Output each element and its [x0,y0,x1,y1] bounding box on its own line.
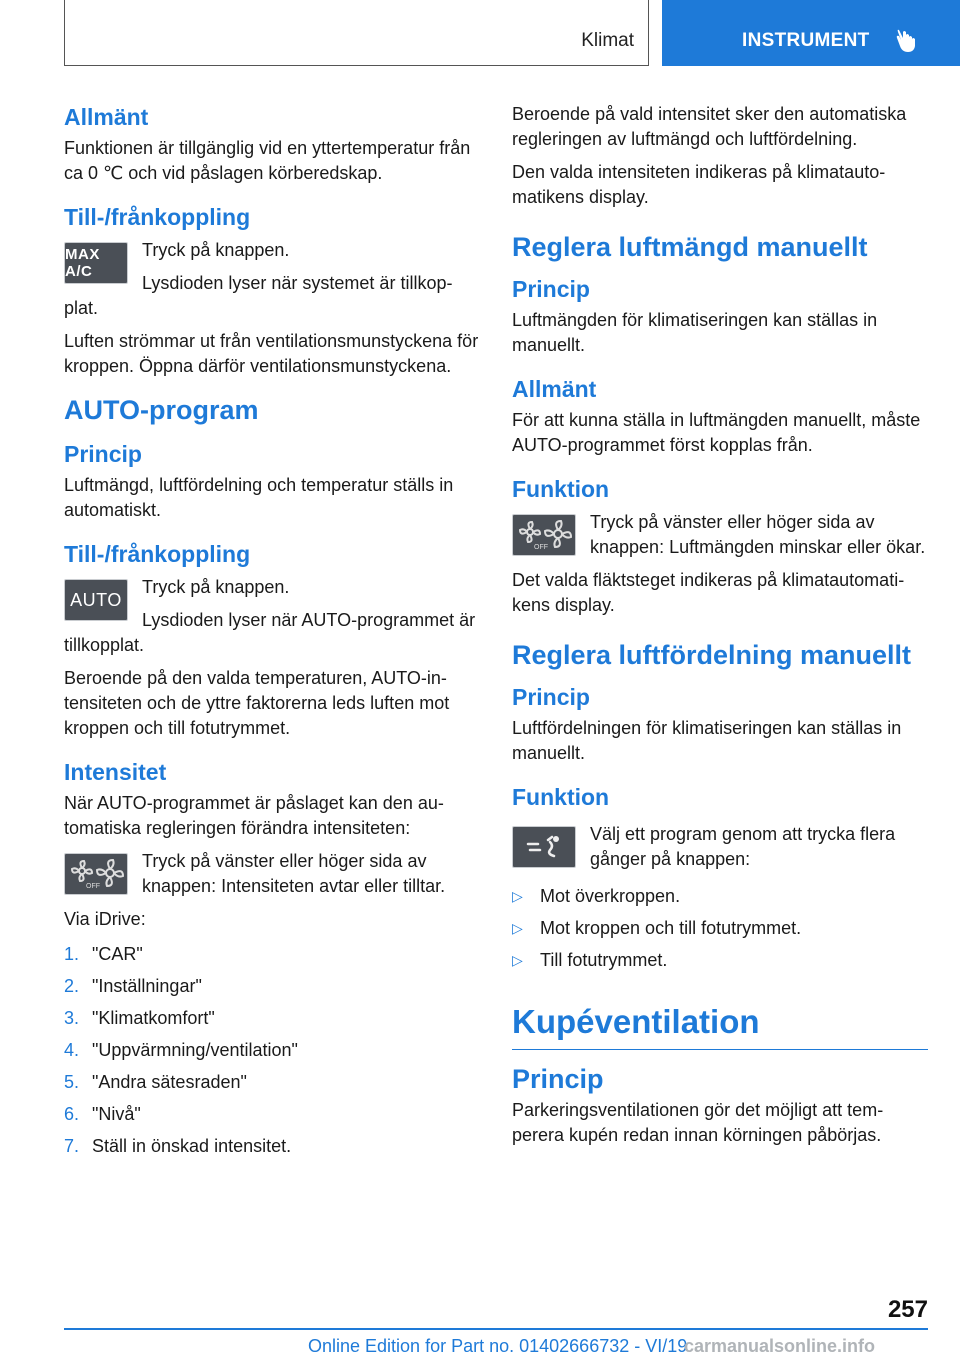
paragraph-tryck: Tryck på knappen. [142,240,290,260]
triangle-bullet-icon: ▷ [512,888,523,904]
idrive-steps [64,942,480,1159]
paragraph-lysdiod: Lysdioden lyser när systemet är tillkopplat. [64,273,453,318]
heading-auto-program: AUTO-program [64,395,259,425]
paragraph-luften: Luften strömmar ut från ventilationsmunstyckena för kroppen. Öppna därför ventilationsmunstyckena. [64,331,479,376]
triangle-bullet-icon: ▷ [512,952,523,968]
paragraph-allmant-2: För att kunna ställa in luftmängden manuellt, måste AUTO-programmet först kopplas från. [512,410,921,455]
paragraph-tryck-4: Tryck på vänster eller höger sida av knappen: Luftmängden minskar eller ökar. [590,512,926,557]
list-item: 7. Ställ in önskad intensitet. [64,1136,292,1156]
auto-button-icon: AUTO [64,579,128,621]
chapter-title: Klimat [581,30,634,51]
heading-luftmangd-manuellt: Reglera luftmängd manuellt [512,232,868,262]
pointing-hand-icon [894,26,920,54]
fan-button-icon [64,853,128,895]
list-item: ▷ Mot överkroppen. [512,884,928,909]
list-item: 1. "CAR" [64,944,143,964]
auto-instruction [64,575,480,658]
paragraph-tryck-3: Tryck på vänster eller höger sida av knappen: Intensiteten avtar eller tilltar. [142,851,446,896]
paragraph-beroende-vald: Beroende på vald intensitet sker den automatiska regleringen av luftmängd och luftfördelning. [512,104,907,149]
section-title: INSTRUMENT [742,30,870,51]
heading-funktion: Funktion [512,476,610,502]
paragraph-lysdiod-2: Lysdioden lyser när AUTO-programmet är tillkopplat. [64,610,476,655]
heading-luftfordelning-manuellt: Reglera luftfördelning manuellt [512,640,912,670]
left-column [64,102,480,1159]
paragraph-princip-3: Luftfördelningen för klimatiseringen kan ställas in manuellt. [512,718,902,763]
section-tab [662,0,960,66]
chapter-tab [64,0,649,66]
paragraph-via-idrive: Via iDrive: [64,909,146,929]
paragraph-princip: Luftmängd, luftfördelning och temperatur ställs in automatiskt. [64,475,454,520]
footer-divider [64,1328,928,1330]
list-item: ▷ Mot kroppen och till fotutrymmet. [512,916,928,941]
page-number: 257 [887,1296,928,1323]
paragraph-intensitet: När AUTO-programmet är påslaget kan den automatiska regleringen förändra intensiteten: [64,793,444,838]
fan-icon [68,857,124,891]
paragraph-princip-4: Parkeringsventilationen gör det möjligt att temperera kupén redan innan körningen påbörjas. [512,1100,884,1145]
heading-intensitet: Intensitet [64,759,167,785]
paragraph-tryck-2: Tryck på knappen. [142,577,290,597]
fan-instruction [64,849,480,899]
heading-princip-4: Princip [512,1064,604,1094]
heading-allmant-2: Allmänt [512,376,597,402]
list-item: 5. "Andra sätesraden" [64,1072,247,1092]
heading-funktion-2: Funktion [512,784,610,810]
airflow-options [512,884,928,973]
maxac-instruction [64,238,480,321]
list-item: 2. "Inställningar" [64,976,202,996]
airflow-instruction [512,822,928,872]
svg-text:OFF: OFF [86,883,100,890]
fan-icon [516,518,572,552]
right-column [512,102,928,1148]
list-item: 3. "Klimatkomfort" [64,1008,215,1028]
paragraph-valda-intensitet: Den valda intensiteten indikeras på klimatautomatikens display. [512,162,886,207]
heading-kupeventilation: Kupéventilation [512,1001,928,1050]
air-distribution-icon [520,832,568,862]
heading-till-franskoppling: Till-/frånkoppling [64,204,251,230]
heading-allmant: Allmänt [64,104,149,130]
heading-princip-2: Princip [512,276,590,302]
edition-note: Online Edition for Part no. 01402666732 - VI/19 [308,1336,688,1356]
fan-instruction-2 [512,510,928,560]
maxac-button-icon: MAX A/C [64,242,128,284]
list-item: ▷ Till fotutrymmet. [512,948,928,973]
paragraph-allmant: Funktionen är tillgänglig vid en yttertemperatur från ca 0 ℃ och vid påslagen körberedskap. [64,138,471,183]
fan-button-icon [512,514,576,556]
watermark: carmanualsonline.info [684,1336,876,1356]
heading-princip: Princip [64,441,142,467]
heading-princip-3: Princip [512,684,590,710]
svg-text:OFF: OFF [534,544,548,551]
paragraph-beroende: Beroende på den valda temperaturen, AUTO-intensiteten och de yttre faktorerna leds luften mot kroppen och till fotutrymmet. [64,668,450,738]
heading-till-franskoppling-2: Till-/frånkoppling [64,541,251,567]
triangle-bullet-icon: ▷ [512,920,523,936]
paragraph-valj-program: Välj ett program genom att trycka flera gånger på knappen: [590,824,896,869]
list-item: 6. "Nivå" [64,1104,141,1124]
paragraph-flaktsteg: Det valda fläktsteget indikeras på klimatautomatikens display. [512,570,905,615]
list-item: 4. "Uppvärmning/ventilation" [64,1040,298,1060]
airflow-button-icon [512,826,576,868]
paragraph-princip-2: Luftmängden för klimatiseringen kan ställas in manuellt. [512,310,878,355]
